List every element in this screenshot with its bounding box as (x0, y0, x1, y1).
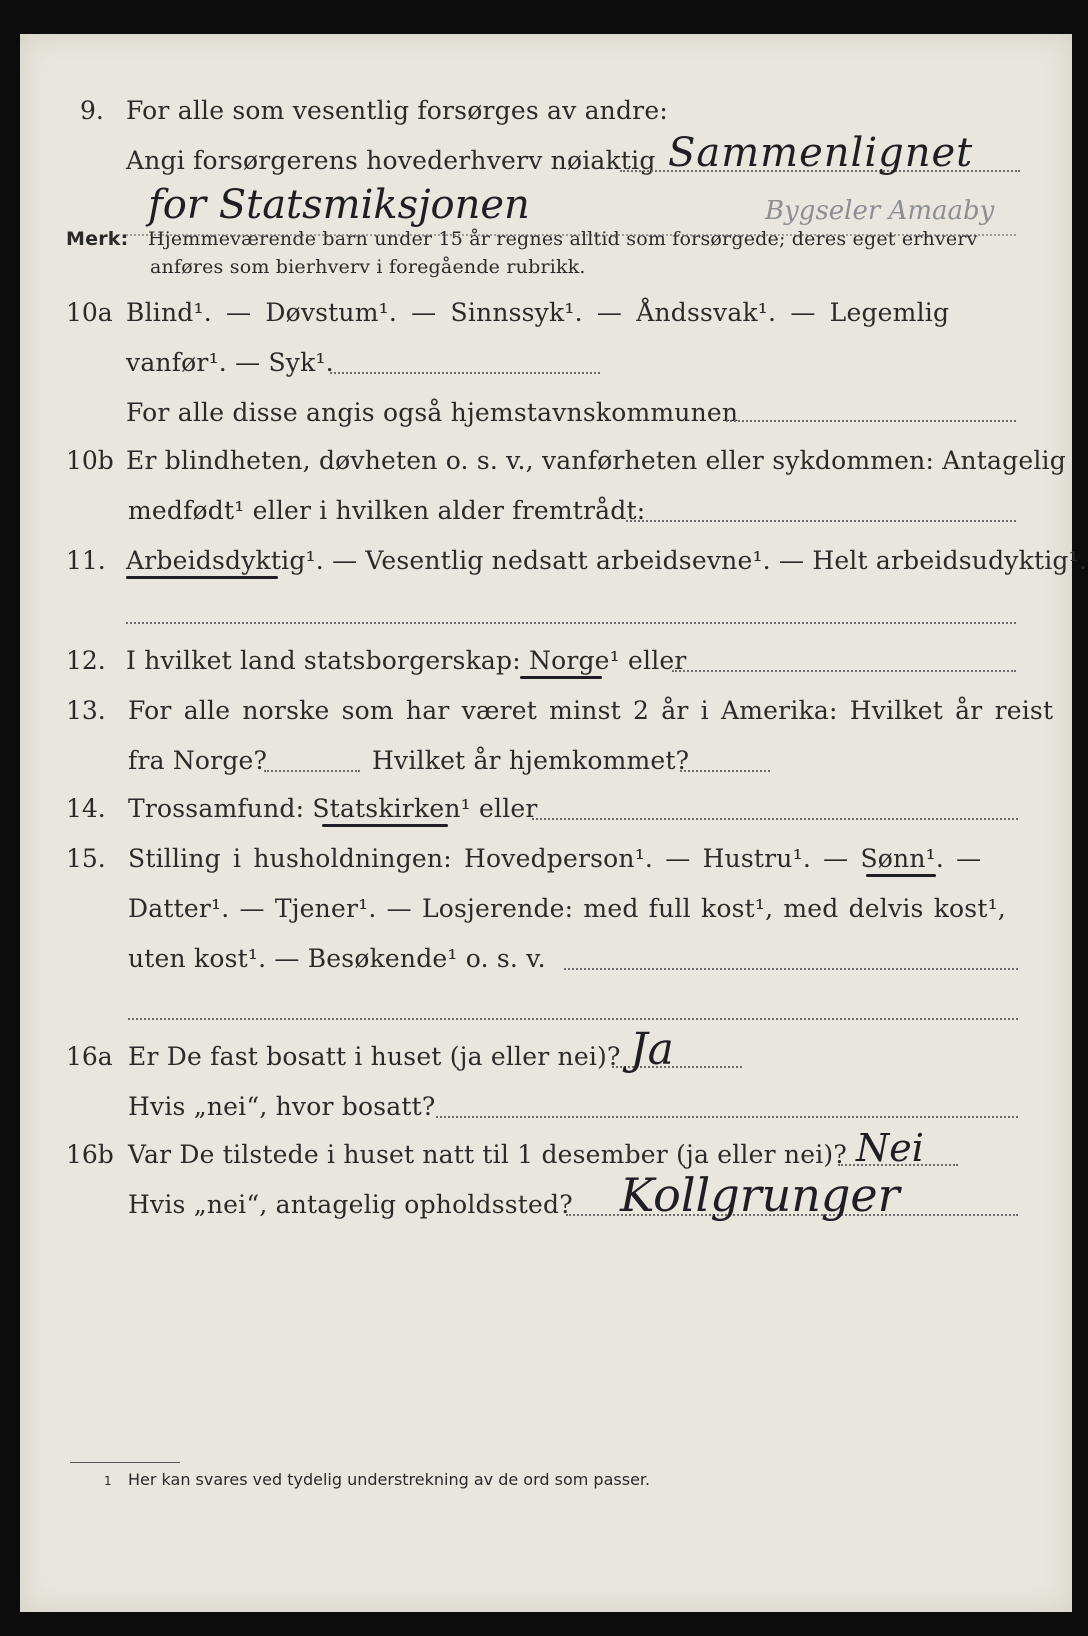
q14-underline-statskirken (322, 824, 448, 827)
q12-number: 12. (66, 646, 106, 675)
q16b-handwritten-nei: Nei (856, 1126, 924, 1170)
q12-answer-line (672, 670, 1016, 672)
q11-answer-line (126, 622, 1016, 624)
q9-line1: For alle som vesentlig forsørges av andre: (126, 96, 668, 125)
merk-label: Merk: (66, 228, 129, 250)
q12-underline-norge (520, 676, 602, 679)
q10b-answer-line (626, 520, 1016, 522)
q15-answer-line (564, 968, 1018, 970)
q16a-bosatt-line (436, 1116, 1018, 1118)
q14-number: 14. (66, 794, 106, 823)
q16b-handwritten-opholdssted: Kollgrunger (620, 1168, 900, 1222)
q11-underline-arbeidsdyktig (126, 576, 278, 579)
q13-reist-line (264, 770, 360, 772)
q13-line2a: fra Norge? (128, 746, 268, 775)
q9-handwritten-answer-2: for Statsmiksjonen (148, 182, 530, 228)
q10b-number: 10b (66, 446, 114, 475)
q10a-hjemstavn-line (726, 420, 1016, 422)
q15-number: 15. (66, 844, 106, 873)
q15-continuation-line (128, 1018, 1018, 1020)
q9-handwritten-answer-1: Sammenlignet (668, 130, 974, 176)
q10a-number: 10a (66, 298, 113, 327)
q15-line2: Datter¹. — Tjener¹. — Losjerende: med full kost¹, med delvis kost¹, (128, 894, 1006, 923)
q10a-line1: Blind¹. — Døvstum¹. — Sinnssyk¹. — Åndssvak¹. — Legemlig (126, 298, 950, 327)
q13-line1: For alle norske som har været minst 2 år i Amerika: Hvilket år reist (128, 696, 1054, 725)
q14-answer-line (532, 818, 1018, 820)
q10a-line3: For alle disse angis også hjemstavnskommunen (126, 398, 739, 427)
q9-number: 9. (80, 96, 104, 125)
footnote-mark: 1 (104, 1474, 112, 1488)
q16a-line2: Hvis „nei“, hvor bosatt? (128, 1092, 436, 1121)
q10b-line2: medfødt¹ eller i hvilken alder fremtrådt: (128, 496, 646, 525)
q10a-syk-line (330, 372, 600, 374)
q9-handwritten-note: Bygseler Amaaby (765, 196, 995, 226)
q10b-line1: Er blindheten, døvheten o. s. v., vanførheten eller sykdommen: Antagelig (126, 446, 1066, 475)
q12-text: I hvilket land statsborgerskap: Norge¹ eller (126, 646, 687, 675)
q16b-line2: Hvis „nei“, antagelig opholdssted? (128, 1190, 573, 1219)
q11-number: 11. (66, 546, 106, 575)
q14-text: Trossamfund: Statskirken¹ eller (128, 794, 538, 823)
q15-line3: uten kost¹. — Besøkende¹ o. s. v. (128, 944, 546, 973)
footnote-rule (70, 1462, 180, 1463)
q16b-line1: Var De tilstede i huset natt til 1 desember (ja eller nei)? (128, 1140, 847, 1169)
q9-line2: Angi forsørgerens hovederhverv nøiaktig (126, 146, 656, 175)
q15-line1: Stilling i husholdningen: Hovedperson¹. — Hustru¹. — Sønn¹. — (128, 844, 982, 873)
merk-line2: anføres som bierhverv i foregående rubrikk. (150, 256, 586, 278)
q15-underline-sonn (866, 874, 936, 877)
q16a-handwritten-ja: Ja (630, 1024, 674, 1075)
q13-number: 13. (66, 696, 106, 725)
q16a-line1: Er De fast bosatt i huset (ja eller nei)? (128, 1042, 621, 1071)
footnote-text: Her kan svares ved tydelig understrekning av de ord som passer. (128, 1470, 651, 1489)
q10a-line2: vanfør¹. — Syk¹. (126, 348, 334, 377)
q11-text: Arbeidsdyktig¹. — Vesentlig nedsatt arbeidsevne¹. — Helt arbeidsudyktig¹. (126, 546, 1087, 575)
q16b-number: 16b (66, 1140, 114, 1169)
q13-line2b: Hvilket år hjemkommet? (372, 746, 690, 775)
merk-line1: Hjemmeværende barn under 15 år regnes alltid som forsørgede; deres eget erhverv (148, 228, 978, 250)
q13-hjemkommet-line (680, 770, 770, 772)
q16a-number: 16a (66, 1042, 113, 1071)
census-form-page (20, 34, 1087, 1612)
